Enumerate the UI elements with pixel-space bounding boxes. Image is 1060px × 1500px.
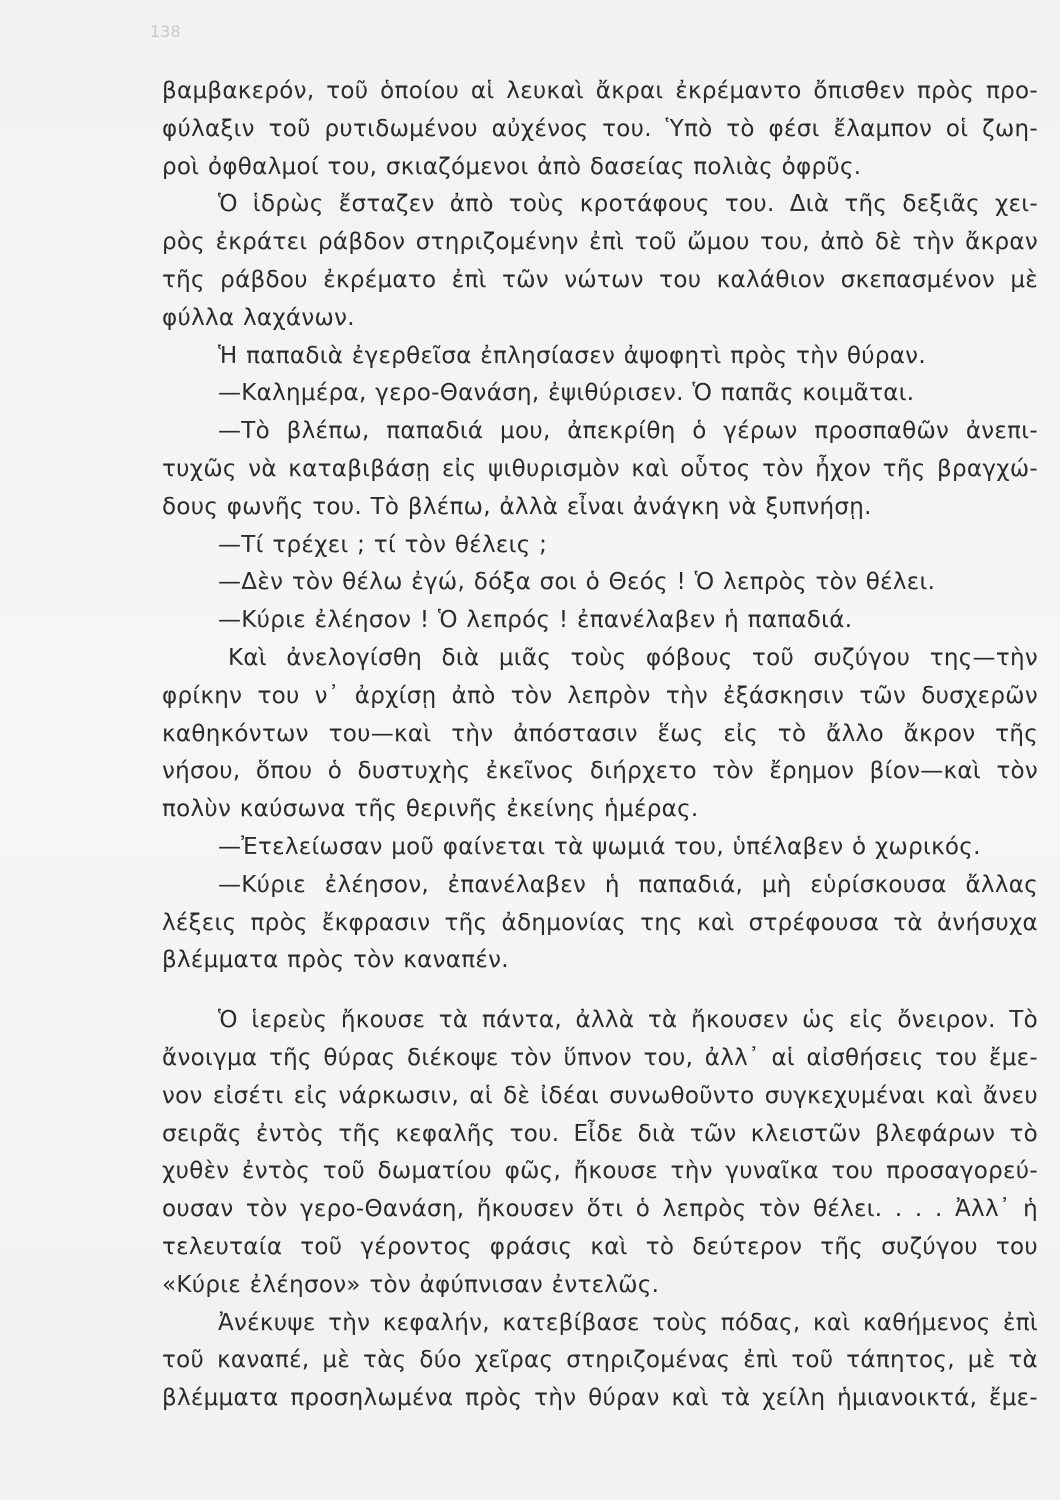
text-line: δους φωνῆς του. Τὸ βλέπω, ἀλλὰ εἶναι ἀνάγκη νὰ ξυπνήσῃ. <box>162 493 872 520</box>
text-line: τοῦ καναπέ, μὲ τὰς δύο χεῖρας στηριζομένας ἐπὶ τοῦ τάπητος, μὲ τὰ <box>162 1347 1038 1374</box>
page-number: 138 <box>150 22 181 41</box>
text-line: φρίκην του ν᾽ ἀρχίσῃ ἀπὸ τὸν λεπρὸν τὴν ἐξάσκησιν τῶν δυσχερῶν <box>162 682 1038 709</box>
body-text <box>162 73 1038 1418</box>
text-line: —Κύριε ἐλέησον, ἐπανέλαβεν ἡ παπαδιά, μὴ εὑρίσκουσα ἄλλας <box>218 871 1038 898</box>
text-line: —Δὲν τὸν θέλω ἐγώ, δόξα σοι ὁ Θεός ! Ὁ λεπρὸς τὸν θέλει. <box>218 569 936 596</box>
text-line: —Κύριε ἐλέησον ! Ὁ λεπρός ! ἐπανέλαβεν ἡ παπαδιά. <box>218 607 853 634</box>
text-line: νον εἰσέτι εἰς νάρκωσιν, αἱ δὲ ἰδέαι συνωθοῦντο συγκεχυμέναι καὶ ἄνευ <box>162 1082 1038 1109</box>
text-line: —Καλημέρα, γερο-Θανάση, ἐψιθύρισεν. Ὁ παπᾶς κοιμᾶται. <box>218 380 915 407</box>
text-line: —Τὸ βλέπω, παπαδιά μου, ἀπεκρίθη ὁ γέρων προσπαθῶν ἀνεπι- <box>218 418 1038 445</box>
text-line: βλέμματα προσηλωμένα πρὸς τὴν θύραν καὶ τὰ χείλη ἡμιανοικτά, ἔμε- <box>162 1385 1038 1412</box>
text-line: φύλλα λαχάνων. <box>162 304 355 331</box>
text-line: ουσαν τὸν γερο-Θανάση, ἤκουσεν ὅτι ὁ λεπρὸς τὸν θέλει. . . . Ἀλλ᾽ ἡ <box>162 1196 1038 1223</box>
text-line: φύλαξιν τοῦ ρυτιδωμένου αὐχένος του. Ὑπὸ τὸ φέσι ἔλαμπον οἱ ζωη- <box>162 115 1038 142</box>
text-line: «Κύριε ἐλέησον» τὸν ἀφύπνισαν ἐντελῶς. <box>162 1271 660 1298</box>
text-line: —Τί τρέχει ; τί τὸν θέλεις ; <box>218 531 548 558</box>
text-line: Ἡ παπαδιὰ ἐγερθεῖσα ἐπλησίασεν ἀψοφητὶ πρὸς τὴν θύραν. <box>218 342 926 369</box>
text-line: τελευταία τοῦ γέροντος φράσις καὶ τὸ δεύτερον τῆς συζύγου του <box>162 1233 1038 1260</box>
text-line: τῆς ράβδου ἐκρέματο ἐπὶ τῶν νώτων του καλάθιον σκεπασμένον μὲ <box>162 266 1038 293</box>
text-line: λέξεις πρὸς ἔκφρασιν τῆς ἀδημονίας της καὶ στρέφουσα τὰ ἀνήσυχα <box>162 909 1038 936</box>
text-line: ροὶ ὀφθαλμοί του, σκιαζόμενοι ἀπὸ δασείας πολιὰς ὀφρῦς. <box>162 153 862 180</box>
text-line: Ὁ ἱδρὼς ἔσταζεν ἀπὸ τοὺς κροτάφους του. Διὰ τῆς δεξιᾶς χει- <box>218 191 1038 218</box>
text-line: καθηκόντων του—καὶ τὴν ἀπόστασιν ἕως εἰς τὸ ἄλλο ἄκρον τῆς <box>162 720 1038 747</box>
text-line: —Ἐτελείωσαν μοῦ φαίνεται τὰ ψωμιά του, ὑπέλαβεν ὁ χωρικός. <box>218 833 981 860</box>
text-line: ρὸς ἐκράτει ράβδον στηριζομένην ἐπὶ τοῦ ὤμου του, ἀπὸ δὲ τὴν ἄκραν <box>162 229 1038 256</box>
text-line: Καὶ ἀνελογίσθη διὰ μιᾶς τοὺς φόβους τοῦ συζύγου της—τὴν <box>228 644 1038 671</box>
text-line: Ὁ ἱερεὺς ἤκουσε τὰ πάντα, ἀλλὰ τὰ ἤκουσεν ὡς εἰς ὄνειρον. Τὸ <box>218 1007 1038 1034</box>
text-line: βαμβακερόν, τοῦ ὁποίου αἱ λευκαὶ ἄκραι ἐκρέμαντο ὄπισθεν πρὸς προ- <box>162 78 1038 104</box>
text-line: νήσου, ὅπου ὁ δυστυχὴς ἐκεῖνος διήρχετο τὸν ἔρημον βίον—καὶ τὸν <box>162 758 1038 785</box>
text-line: πολὺν καύσωνα τῆς θερινῆς ἐκείνης ἡμέρας. <box>162 796 699 823</box>
text-line: χυθὲν ἐντὸς τοῦ δωματίου φῶς, ἤκουσε τὴν γυναῖκα του προσαγορεύ- <box>162 1158 1038 1185</box>
text-line: ἄνοιγμα τῆς θύρας διέκοψε τὸν ὕπνον του, ἀλλ᾽ αἱ αἰσθήσεις του ἔμε- <box>162 1044 1038 1071</box>
text-line: σειρᾶς ἐντὸς τῆς κεφαλῆς του. Εἶδε διὰ τῶν κλειστῶν βλεφάρων τὸ <box>162 1120 1038 1147</box>
text-line: τυχῶς νὰ καταβιβάσῃ εἰς ψιθυρισμὸν καὶ οὗτος τὸν ἦχον τῆς βραγχώ- <box>162 455 1038 482</box>
text-line: Ἀνέκυψε τὴν κεφαλήν, κατεβίβασε τοὺς πόδας, καὶ καθήμενος ἐπὶ <box>218 1309 1038 1336</box>
text-line: βλέμματα πρὸς τὸν καναπέν. <box>162 947 509 974</box>
